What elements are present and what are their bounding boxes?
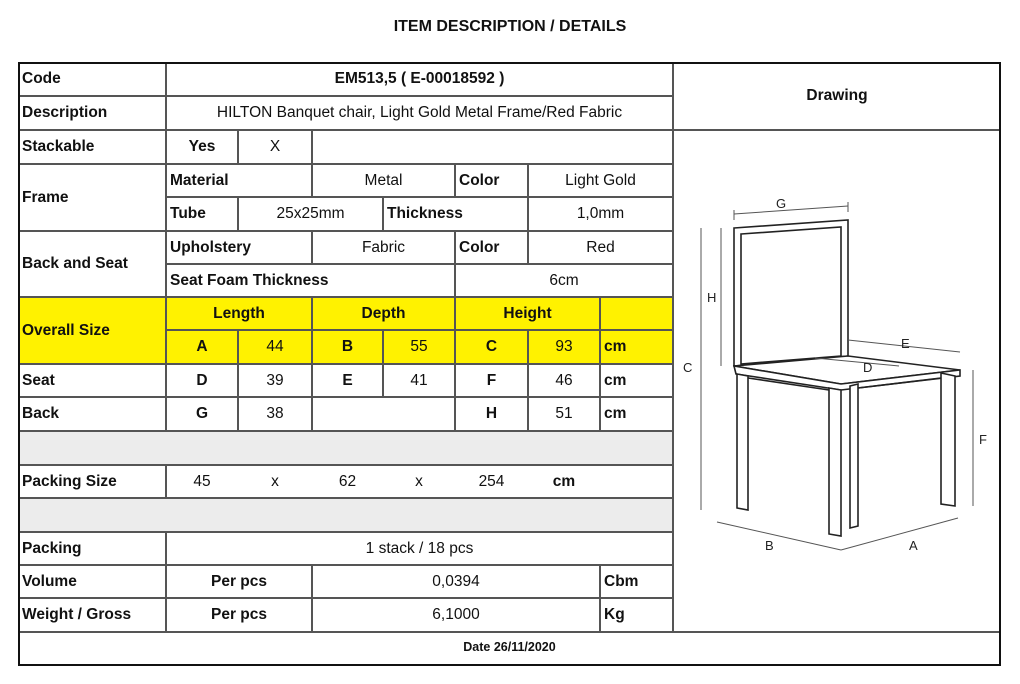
frame-thickness-value: 1,0mm xyxy=(528,197,673,231)
back-unit: cm xyxy=(600,397,673,431)
dim-h-value: 51 xyxy=(528,397,600,431)
weight-label: Weight / Gross xyxy=(18,598,166,632)
height-header: Height xyxy=(455,297,600,330)
volume-per: Per pcs xyxy=(166,565,312,598)
drawing-header: Drawing xyxy=(673,62,1001,130)
stackable-empty xyxy=(312,130,673,164)
dim-f-value: 46 xyxy=(528,364,600,397)
dim-label-e: E xyxy=(901,336,910,351)
packing-size-v3: 254 xyxy=(478,472,505,490)
dim-label-c: C xyxy=(683,360,693,375)
code-label: Code xyxy=(18,62,166,96)
dim-label-f: F xyxy=(979,432,987,447)
dim-label-h: H xyxy=(707,290,717,305)
packing-size-label: Packing Size xyxy=(18,465,166,498)
upholstery-value: Fabric xyxy=(312,231,455,264)
dim-label-a: A xyxy=(909,538,918,553)
frame-tube-value: 25x25mm xyxy=(238,197,383,231)
date-label: Date 26/11/2020 xyxy=(463,640,556,654)
dim-e-letter: E xyxy=(312,364,383,397)
packing-size-unit: cm xyxy=(552,472,576,490)
depth-header: Depth xyxy=(312,297,455,330)
spacer-row xyxy=(18,498,673,532)
length-header: Length xyxy=(166,297,312,330)
frame-color-value: Light Gold xyxy=(528,164,673,197)
frame-material-value: Metal xyxy=(312,164,455,197)
spacer-row xyxy=(18,431,673,465)
dim-f-letter: F xyxy=(455,364,528,397)
overall-empty xyxy=(600,297,673,330)
seat-color-label: Color xyxy=(455,231,528,264)
frame-thickness-label: Thickness xyxy=(383,197,528,231)
stackable-yes: Yes xyxy=(166,130,238,164)
packing-size-x2: x xyxy=(415,472,423,490)
dim-label-d: D xyxy=(863,360,873,375)
seat-label: Seat xyxy=(18,364,166,397)
dim-a-value: 44 xyxy=(238,330,312,364)
page-title: ITEM DESCRIPTION / DETAILS xyxy=(393,18,627,35)
volume-unit: Cbm xyxy=(600,565,673,598)
packing-value: 1 stack / 18 pcs xyxy=(166,532,673,565)
chair-drawing xyxy=(673,130,1001,632)
dim-d-letter: D xyxy=(166,364,238,397)
dim-b-value: 55 xyxy=(383,330,455,364)
stackable-label: Stackable xyxy=(18,130,166,164)
frame-color-label: Color xyxy=(455,164,528,197)
weight-per: Per pcs xyxy=(166,598,312,632)
seat-color-value: Red xyxy=(528,231,673,264)
dim-h-letter: H xyxy=(455,397,528,431)
description-value: HILTON Banquet chair, Light Gold Metal Frame/Red Fabric xyxy=(166,96,673,130)
dim-d-value: 39 xyxy=(238,364,312,397)
back-seat-label: Back and Seat xyxy=(18,231,166,297)
volume-label: Volume xyxy=(18,565,166,598)
dim-g-letter: G xyxy=(166,397,238,431)
code-value: EM513,5 ( E-00018592 ) xyxy=(166,62,673,96)
dim-c-value: 93 xyxy=(528,330,600,364)
dim-label-b: B xyxy=(765,538,774,553)
frame-material-label: Material xyxy=(166,164,312,197)
foam-label: Seat Foam Thickness xyxy=(166,264,455,297)
weight-unit: Kg xyxy=(600,598,673,632)
frame-tube-label: Tube xyxy=(166,197,238,231)
seat-unit: cm xyxy=(600,364,673,397)
dim-label-g: G xyxy=(776,196,787,211)
stackable-mark: X xyxy=(238,130,312,164)
volume-value: 0,0394 xyxy=(312,565,600,598)
dim-g-value: 38 xyxy=(238,397,312,431)
frame-label: Frame xyxy=(18,164,166,231)
overall-unit: cm xyxy=(600,330,673,364)
back-label: Back xyxy=(18,397,166,431)
packing-label: Packing xyxy=(18,532,166,565)
back-empty xyxy=(312,397,455,431)
description-label: Description xyxy=(18,96,166,130)
weight-value: 6,1000 xyxy=(312,598,600,632)
dim-c-letter: C xyxy=(455,330,528,364)
dim-e-value: 41 xyxy=(383,364,455,397)
dim-a-letter: A xyxy=(166,330,238,364)
upholstery-label: Upholstery xyxy=(166,231,312,264)
foam-value: 6cm xyxy=(455,264,673,297)
packing-size-v2: 62 xyxy=(338,472,357,490)
overall-size-label: Overall Size xyxy=(18,297,166,364)
packing-size-x1: x xyxy=(271,472,279,490)
packing-size-v1: 45 xyxy=(193,472,211,490)
dim-b-letter: B xyxy=(312,330,383,364)
